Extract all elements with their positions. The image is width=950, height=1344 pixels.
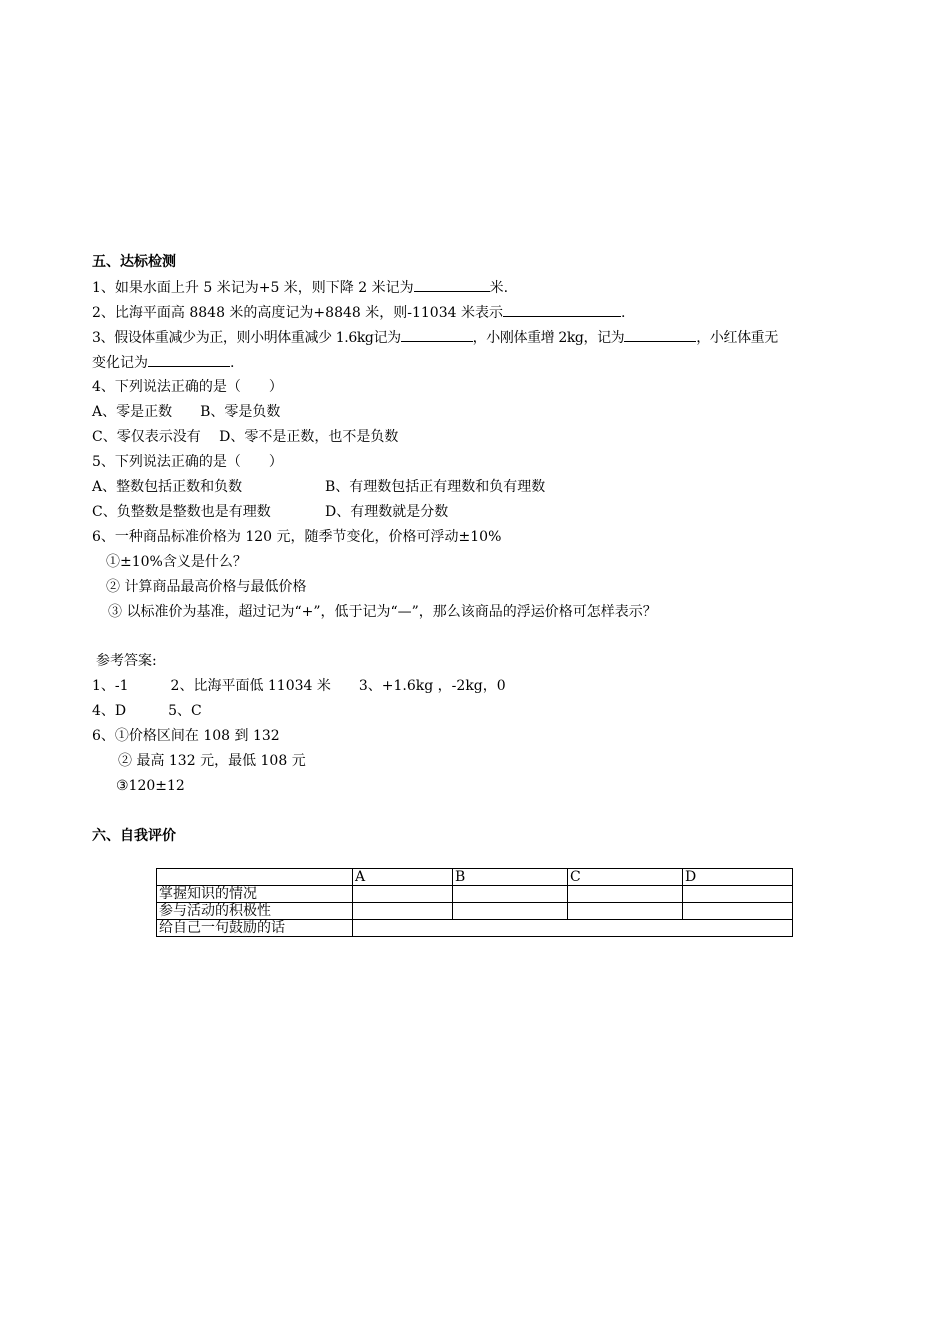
q1-text: 1、如果水面上升 5 米记为+5 米，则下降 2 米记为	[92, 280, 414, 296]
table-cell[interactable]	[453, 886, 568, 903]
table-cell[interactable]	[683, 886, 793, 903]
table-cell[interactable]	[683, 903, 793, 920]
table-header-b: B	[453, 869, 568, 886]
table-header-row	[157, 869, 793, 886]
table-header-empty	[157, 869, 353, 886]
answers-line-5: ③120±12	[116, 778, 185, 794]
answers-title: 参考答案:	[96, 653, 157, 669]
question-5-option-c: C、负整数是整数也是有理数	[92, 504, 271, 520]
question-4-stem: 4、下列说法正确的是（ ）	[92, 379, 283, 395]
q2-text: 2、比海平面高 8848 米的高度记为+8848 米，则-11034 米表示	[92, 305, 503, 321]
table-cell[interactable]	[353, 903, 453, 920]
answers-line-2: 4、D 5、C	[92, 703, 202, 719]
question-5-option-d: D、有理数就是分数	[325, 504, 449, 520]
row-label-participation: 参与活动的积极性	[157, 903, 353, 920]
q1-blank[interactable]	[414, 277, 490, 292]
q3-blank-3[interactable]	[148, 352, 230, 367]
question-2	[92, 302, 625, 322]
table-header-c: C	[568, 869, 683, 886]
q3-blank-1[interactable]	[401, 327, 473, 342]
self-evaluation-table	[156, 868, 793, 937]
question-4-options-2: C、零仅表示没有 D、零不是正数，也不是负数	[92, 429, 399, 445]
question-6-sub2: ② 计算商品最高价格与最低价格	[106, 579, 307, 595]
row-label-encouragement: 给自己一句鼓励的话	[157, 920, 353, 937]
q3-text-3: ，小红体重无	[696, 330, 778, 346]
q3-text-4: 变化记为	[92, 355, 148, 371]
q2-text-after: .	[620, 305, 626, 321]
table-row	[157, 920, 793, 937]
q2-blank[interactable]	[503, 302, 621, 317]
section6-title: 六、自我评价	[92, 828, 176, 844]
table-row	[157, 903, 793, 920]
question-3-line1	[92, 327, 778, 347]
question-3-line2	[92, 352, 234, 372]
question-5-stem: 5、下列说法正确的是（ ）	[92, 454, 283, 470]
question-4-options-1: A、零是正数 B、零是负数	[92, 404, 281, 420]
answers-line-1: 1、-1 2、比海平面低 11034 米 3、+1.6kg ，-2kg，0	[92, 678, 506, 694]
table-cell[interactable]	[568, 903, 683, 920]
question-5-option-a: A、整数包括正数和负数	[92, 479, 243, 495]
question-1	[92, 277, 508, 297]
answers-line-3: 6、①价格区间在 108 到 132	[92, 728, 280, 744]
table-cell[interactable]	[353, 886, 453, 903]
table-cell[interactable]	[453, 903, 568, 920]
answers-line-4: ② 最高 132 元，最低 108 元	[118, 753, 306, 769]
question-6-sub1: ①±10%含义是什么？	[106, 554, 247, 570]
table-header-d: D	[683, 869, 793, 886]
row-label-knowledge: 掌握知识的情况	[157, 886, 353, 903]
q3-text-2: ，小刚体重增 2kg，记为	[472, 330, 625, 346]
q3-text-5: .	[230, 355, 235, 371]
section5-title: 五、达标检测	[92, 254, 176, 270]
table-row	[157, 886, 793, 903]
q3-blank-2[interactable]	[624, 327, 696, 342]
table-cell[interactable]	[568, 886, 683, 903]
q1-text-after: 米.	[489, 280, 509, 296]
table-header-a: A	[353, 869, 453, 886]
question-6-stem: 6、一种商品标准价格为 120 元，随季节变化，价格可浮动±10%	[92, 529, 502, 545]
q3-text-1: 3、假设体重减少为正，则小明体重减少 1.6kg记为	[92, 330, 401, 346]
question-5-option-b: B、有理数包括正有理数和负有理数	[325, 479, 546, 495]
question-6-sub3: ③ 以标准价为基准，超过记为“+”，低于记为“—”，那么该商品的浮运价格可怎样表示？	[108, 604, 657, 620]
encouragement-cell[interactable]	[353, 920, 793, 937]
